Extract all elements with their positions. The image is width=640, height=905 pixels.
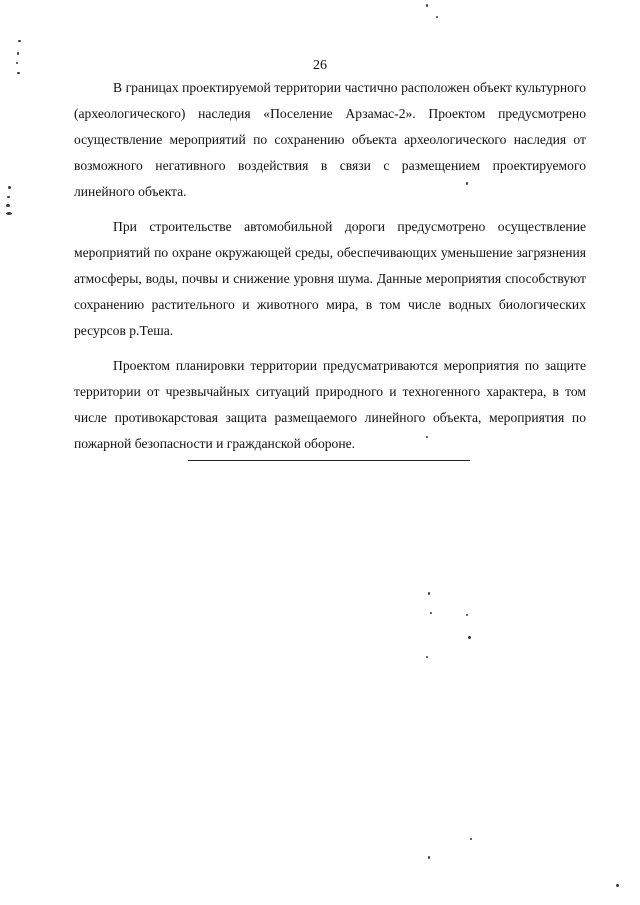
scan-artifact xyxy=(466,182,468,185)
body-text xyxy=(74,75,586,466)
scan-artifact xyxy=(17,52,19,55)
scan-artifact xyxy=(426,436,428,438)
scan-artifact xyxy=(8,186,11,189)
scan-artifact xyxy=(616,884,619,887)
scan-artifact xyxy=(426,4,428,7)
scan-artifact xyxy=(16,62,18,64)
scan-artifact xyxy=(468,636,471,639)
scan-artifact xyxy=(18,40,21,42)
page-number: 26 xyxy=(313,58,327,73)
scan-artifact xyxy=(6,204,10,207)
scan-artifact xyxy=(17,72,20,74)
paragraph-emergency-protection: Проектом планировки территории предусматриваются мероприятия по защите территории от чрезвычайных ситуаций природного и техногенного характера, в том числе противокарстовая защита размещаемого линейного объекта, мероприятия по пожарной безопасности и гражданской обороне. xyxy=(74,358,586,451)
scan-artifact xyxy=(430,612,432,614)
scan-artifact xyxy=(7,196,10,198)
paragraph-cultural-heritage: В границах проектируемой территории частично расположен объект культурного (археологического) наследия «Поселение Арзамас-2». Проектом предусмотрено осуществление мероприятий по сохранению объекта археологического наследия от возможного негативного воздействия в связи с размещением проектируемого линейного объекта. xyxy=(74,80,586,199)
scan-artifact xyxy=(428,592,430,595)
paragraph-environment-protection: При строительстве автомобильной дороги предусмотрено осуществление мероприятий по охране окружающей среды, обеспечивающих уменьшение загрязнения атмосферы, воды, почвы и снижение уровня шума. Данные мероприятия способствуют сохранению растительного и животного мира, в том числе водных биологических ресурсов р.Теша. xyxy=(74,219,586,338)
scan-artifact xyxy=(436,16,438,18)
scan-artifact xyxy=(6,212,12,215)
scan-artifact xyxy=(466,614,468,616)
scan-artifact xyxy=(426,656,428,658)
scan-artifact xyxy=(470,838,472,840)
end-of-text-rule xyxy=(188,460,470,461)
scan-artifact xyxy=(428,856,430,859)
